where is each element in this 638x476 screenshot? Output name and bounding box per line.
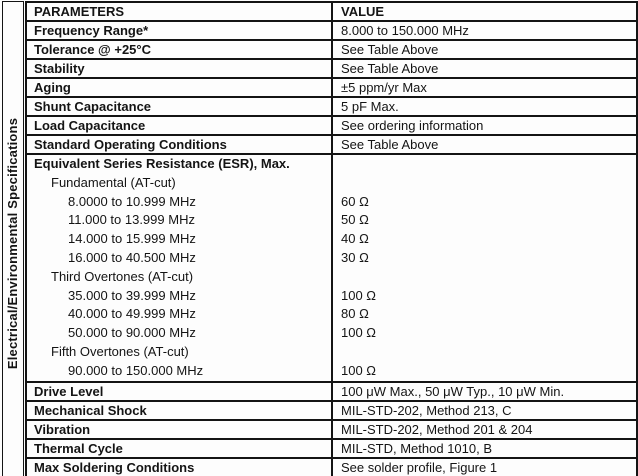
param-cell: Vibration (27, 421, 333, 438)
esr-value-line (333, 268, 636, 287)
table-header-row (27, 3, 636, 22)
table-row-standard-operating-conditions (27, 136, 636, 155)
header-value: VALUE (341, 4, 385, 19)
value-cell: 100 μW Max., 50 μW Typ., 10 μW Min. (341, 384, 565, 399)
esr-line-range: 40.000 to 49.999 MHz (68, 306, 196, 322)
spec-table (25, 1, 638, 476)
table-row-frequency-range (27, 22, 636, 41)
esr-value-line: 100 Ω (341, 287, 377, 303)
param-cell: Load Capacitance (27, 117, 333, 134)
value-cell: 5 pF Max. (341, 99, 399, 114)
esr-value-line: 100 Ω (341, 325, 377, 341)
header-parameters: PARAMETERS (27, 3, 333, 20)
esr-value-cell (333, 155, 636, 381)
param-cell: Tolerance @ +25°C (27, 41, 333, 58)
param-cell: Thermal Cycle (27, 440, 333, 457)
value-cell: ±5 ppm/yr Max (341, 80, 427, 95)
table-row-thermal-cycle (27, 440, 636, 459)
esr-line-range: 90.000 to 150.000 MHz (68, 362, 204, 378)
param-cell: Stability (27, 60, 333, 77)
value-cell: See solder profile, Figure 1 (341, 460, 498, 475)
esr-value-line: 30 Ω (341, 249, 369, 265)
param-cell: Mechanical Shock (27, 402, 333, 419)
value-cell: 8.000 to 150.000 MHz (341, 23, 469, 38)
table-row-shunt-capacitance (27, 98, 636, 117)
esr-param-cell (27, 155, 333, 381)
table-row-tolerance (27, 41, 636, 60)
esr-value-line (333, 343, 636, 362)
esr-line-range: 14.000 to 15.999 MHz (68, 231, 196, 247)
param-cell: Standard Operating Conditions (27, 136, 333, 153)
table-row-max-soldering-conditions (27, 459, 636, 476)
esr-value-line (333, 174, 636, 193)
value-cell: MIL-STD, Method 1010, B (341, 441, 493, 456)
param-cell: Shunt Capacitance (27, 98, 333, 115)
esr-line-fifth-overtones: Fifth Overtones (AT-cut) (51, 343, 189, 359)
side-label-cell (2, 1, 24, 476)
esr-value-line: 80 Ω (341, 306, 369, 322)
table-row-esr-block (27, 155, 636, 383)
value-cell: See Table Above (341, 137, 439, 152)
param-cell: Frequency Range* (27, 22, 333, 39)
esr-line-third-overtones: Third Overtones (AT-cut) (51, 268, 194, 284)
value-cell: MIL-STD-202, Method 213, C (341, 403, 512, 418)
table-row-load-capacitance (27, 117, 636, 136)
esr-line-title: Equivalent Series Resistance (ESR), Max. (34, 156, 290, 171)
value-cell: See ordering information (341, 118, 484, 133)
side-label: Electrical/Environmental Specifications (5, 117, 21, 369)
esr-value-line (333, 155, 636, 174)
table-row-vibration (27, 421, 636, 440)
param-cell: Drive Level (27, 383, 333, 400)
esr-line-range: 8.0000 to 10.999 MHz (68, 193, 196, 209)
esr-value-line: 40 Ω (341, 231, 369, 247)
value-cell: MIL-STD-202, Method 201 & 204 (341, 422, 533, 437)
esr-line-fundamental: Fundamental (AT-cut) (51, 174, 176, 190)
table-row-mechanical-shock (27, 402, 636, 421)
param-cell: Aging (27, 79, 333, 96)
table-row-stability (27, 60, 636, 79)
param-cell: Max Soldering Conditions (27, 459, 333, 476)
esr-value-line: 100 Ω (341, 362, 377, 378)
table-row-aging (27, 79, 636, 98)
esr-line-range: 50.000 to 90.000 MHz (68, 325, 196, 341)
value-cell: See Table Above (341, 42, 439, 57)
esr-line-range: 16.000 to 40.500 MHz (68, 249, 196, 265)
esr-value-line: 50 Ω (341, 212, 369, 228)
esr-value-line: 60 Ω (341, 193, 369, 209)
value-cell: See Table Above (341, 61, 439, 76)
esr-line-range: 11.000 to 13.999 MHz (68, 212, 195, 228)
table-row-drive-level (27, 383, 636, 402)
esr-line-range: 35.000 to 39.999 MHz (68, 287, 196, 303)
